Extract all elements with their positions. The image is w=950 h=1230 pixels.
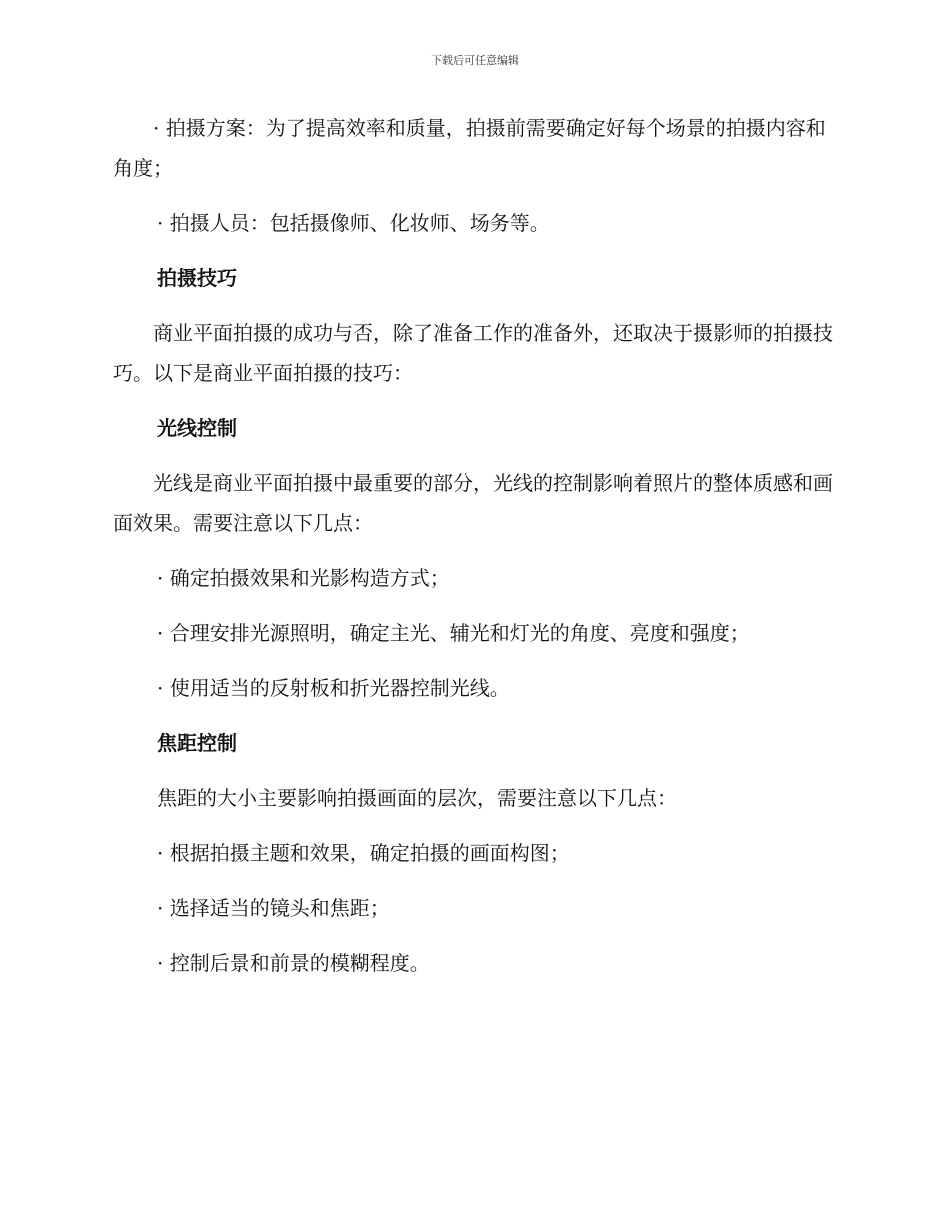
document-body <box>113 108 833 983</box>
section-heading: 拍摄技巧 <box>157 266 237 290</box>
spacer <box>113 873 833 888</box>
spacer <box>113 243 833 258</box>
spacer <box>113 393 833 408</box>
page-header: 下载后可任意编辑 <box>431 54 519 67</box>
paragraph: 商业平面拍摄的成功与否，除了准备工作的准备外，还取决于摄影师的拍摄技巧。以下是商业平面拍摄的技巧： <box>113 321 833 385</box>
spacer <box>113 928 833 943</box>
section-heading: 光线控制 <box>157 416 237 440</box>
bullet-item: · 拍摄人员：包括摄像师、化妆师、场务等。 <box>157 211 550 235</box>
spacer <box>113 708 833 723</box>
bullet-item: · 合理安排光源照明，确定主光、辅光和灯光的角度、亮度和强度； <box>157 621 750 645</box>
bullet-item: · 拍摄方案：为了提高效率和质量，拍摄前需要确定好每个场景的拍摄内容和角度； <box>113 116 826 180</box>
bullet-item: · 确定拍摄效果和光影构造方式； <box>157 566 450 590</box>
bullet-item: · 使用适当的反射板和折光器控制光线。 <box>157 676 510 700</box>
spacer <box>113 653 833 668</box>
spacer <box>113 543 833 558</box>
spacer <box>113 598 833 613</box>
spacer <box>113 763 833 778</box>
spacer <box>113 448 833 463</box>
spacer <box>113 188 833 203</box>
bullet-item: · 根据拍摄主题和效果，确定拍摄的画面构图； <box>157 841 570 865</box>
section-heading: 焦距控制 <box>157 731 237 755</box>
bullet-item: · 控制后景和前景的模糊程度。 <box>157 951 430 975</box>
spacer <box>113 818 833 833</box>
bullet-item: · 选择适当的镜头和焦距； <box>157 896 390 920</box>
paragraph: 光线是商业平面拍摄中最重要的部分，光线的控制影响着照片的整体质感和画面效果。需要注意以下几点： <box>113 471 833 535</box>
paragraph: 焦距的大小主要影响拍摄画面的层次，需要注意以下几点： <box>157 786 677 810</box>
spacer <box>113 298 833 313</box>
